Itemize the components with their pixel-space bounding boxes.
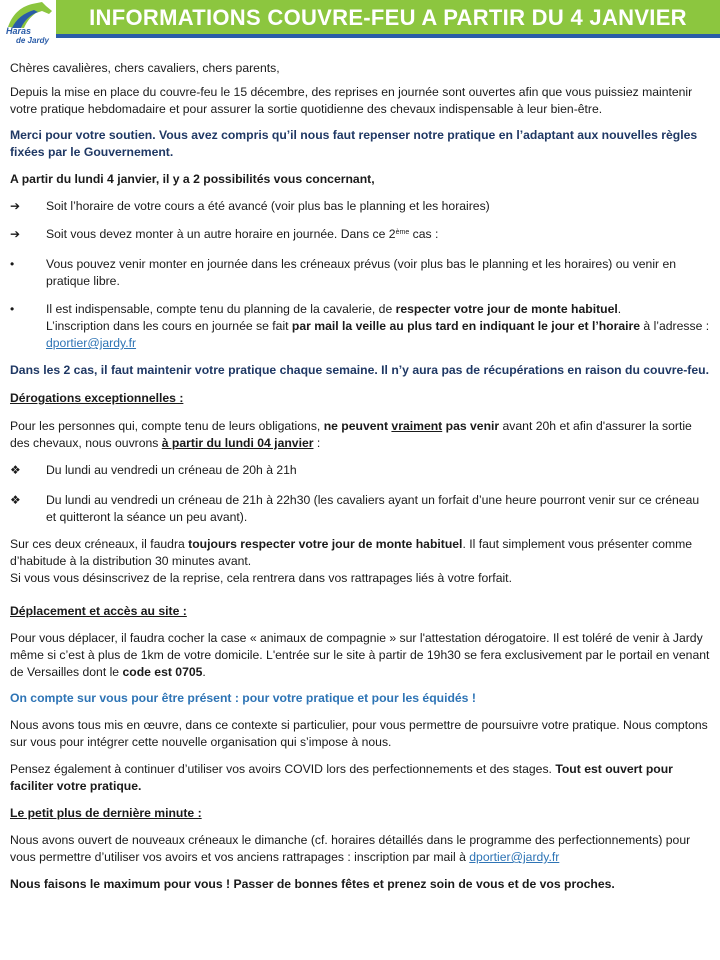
list-item (10, 198, 710, 215)
covid-text: Pensez également à continuer d’utiliser vos avoirs COVID lors des perfectionnements et des stages. (10, 762, 556, 776)
access-heading: Déplacement et accès au site : (10, 604, 187, 618)
slots-note-paragraph (10, 536, 710, 587)
slot-2-text: Du lundi au vendredi un créneau de 21h à 22h30 (les cavaliers ayant un forfait d’une heure pourront venir sur ce créneau et quitteront la séance un peu avant). (46, 493, 700, 524)
both-cases-paragraph: Dans les 2 cas, il faut maintenir votre pratique chaque semaine. Il n’y aura pas de récupérations en raison du couvre-feu. (10, 363, 709, 377)
arrow-item-1-text: Soit l’horaire de votre cours a été avancé (voir plus bas le planning et les horaires) (46, 199, 490, 213)
greeting: Chères cavalières, chers cavaliers, chers parents, (10, 61, 280, 75)
title-banner (56, 0, 720, 38)
derog-emphasis-2: pas venir (442, 419, 500, 433)
last-minute-paragraph (10, 832, 710, 866)
covid-emphasis: Tout est ouvert pour faciliter votre pratique. (10, 762, 673, 793)
list-item (10, 301, 710, 352)
diamond-icon: ❖ (10, 493, 21, 507)
arrow-item-2-text: Soit vous devez monter à un autre horaire en journée. Dans ce 2 (46, 227, 396, 241)
bullet-item-1-text: Vous pouvez venir monter en journée dans les créneaux prévus (voir plus bas le planning et les horaires) ou venir en pratique libre. (46, 257, 677, 288)
effort-paragraph: Nous avons tous mis en œuvre, dans ce contexte si particulier, pour vous permettre de poursuivre votre pratique. Nous comptons sur vous pour intégrer cette nouvelle organisation qui s’impose à nous. (10, 718, 708, 749)
logo-line1: Haras (6, 26, 32, 36)
gate-code: code est 0705 (122, 665, 203, 679)
list-item (10, 226, 710, 243)
bullet-icon: • (10, 257, 15, 271)
registration-emphasis: par mail la veille au plus tard en indiquant le jour et l’horaire (291, 319, 641, 333)
derog-start-date: à partir du lundi 04 janvier (161, 436, 314, 450)
slots-note-text-2: . Il faut simplement vous présenter comme d’habitude à la distribution 30 minutes avant. (10, 537, 693, 568)
arrow-icon: ➔ (10, 227, 21, 241)
bullet-item-2-text: Il est indispensable, compte tenu du planning de la cavalerie, de (46, 302, 396, 316)
email-link[interactable]: dportier@jardy.fr (469, 850, 560, 864)
logo-line2: de Jardy (16, 36, 49, 45)
derogations-paragraph (10, 418, 710, 452)
bullet-item-2-period: . (617, 302, 622, 316)
derog-colon: : (313, 436, 321, 450)
haras-de-jardy-logo (0, 0, 56, 48)
usual-day-emphasis: respecter votre jour de monte habituel (395, 302, 618, 316)
access-period: . (202, 665, 206, 679)
ordinal-suffix: ème (395, 229, 410, 236)
slot-1-text: Du lundi au vendredi un créneau de 20h à 21h (46, 463, 297, 477)
last-minute-text: Nous avons ouvert de nouveaux créneaux le dimanche (cf. horaires détaillés dans le programme des perfectionnements) pour vous permettre d’utiliser vos avoirs et vos anciens rattrapages : inscription par mail à (10, 833, 691, 864)
derog-emphasis-1: ne peuvent (323, 419, 392, 433)
possibilities-heading: A partir du lundi 4 janvier, il y a 2 possibilités vous concernant, (10, 172, 375, 186)
arrow-icon: ➔ (10, 199, 21, 213)
derog-emphasis-really: vraiment (391, 419, 443, 433)
address-label: à l’adresse : (640, 319, 710, 333)
access-text: Pour vous déplacer, il faudra cocher la case « animaux de compagnie » sur l'attestation dérogatoire. Il est toléré de venir à Jardy même si c’est à plus de 1km de votre domicile. L'entrée sur le site à partir de 19h30 se fera exclusivement par le portail en venant de Versailles dont le (10, 631, 710, 679)
registration-text: L’inscription dans les cours en journée se fait (46, 319, 292, 333)
list-item (10, 256, 710, 290)
slots-note-text-1: Sur ces deux créneaux, il faudra (10, 537, 189, 551)
letter-body (10, 60, 710, 900)
page-title: INFORMATIONS COUVRE-FEU A PARTIR DU 4 JANVIER (89, 5, 687, 30)
intro-paragraph: Depuis la mise en place du couvre-feu le 15 décembre, des reprises en journée sont ouvertes afin que vous puissiez maintenir votre pratique hebdomadaire et pour assurer la sortie quotidienne des chevaux indispensable à leur bien-être. (10, 85, 693, 116)
arrow-item-2-end: cas : (409, 227, 439, 241)
slots-note-text-3: Si vous vous désinscrivez de la reprise, cela rentrera dans vos rattrapages liés à votre forfait. (10, 571, 512, 585)
email-link[interactable]: dportier@jardy.fr (46, 336, 137, 350)
slots-note-emphasis: toujours respecter votre jour de monte habituel (188, 537, 463, 551)
list-item (10, 492, 710, 526)
list-item (10, 462, 710, 479)
derog-text-1: Pour les personnes qui, compte tenu de leurs obligations, (10, 419, 324, 433)
diamond-icon: ❖ (10, 463, 21, 477)
derogations-heading: Dérogations exceptionnelles : (10, 391, 184, 405)
covid-paragraph (10, 761, 710, 795)
page-header (0, 0, 720, 48)
closing-paragraph: Nous faisons le maximum pour vous ! Passer de bonnes fêtes et prenez soin de vous et de vos proches. (10, 877, 615, 891)
bullet-icon: • (10, 302, 15, 316)
access-paragraph (10, 630, 710, 681)
thanks-paragraph: Merci pour votre soutien. Vous avez compris qu’il nous faut repenser notre pratique en l’adaptant aux nouvelles règles fixées par le Gouvernement. (10, 128, 698, 159)
count-on-you-paragraph: On compte sur vous pour être présent : pour votre pratique et pour les équidés ! (10, 691, 476, 705)
derog-text-2: avant 20h et afin d'assurer la sortie des chevaux, nous ouvrons (10, 419, 692, 450)
horse-head-icon (2, 1, 54, 29)
last-minute-heading: Le petit plus de dernière minute : (10, 806, 202, 820)
